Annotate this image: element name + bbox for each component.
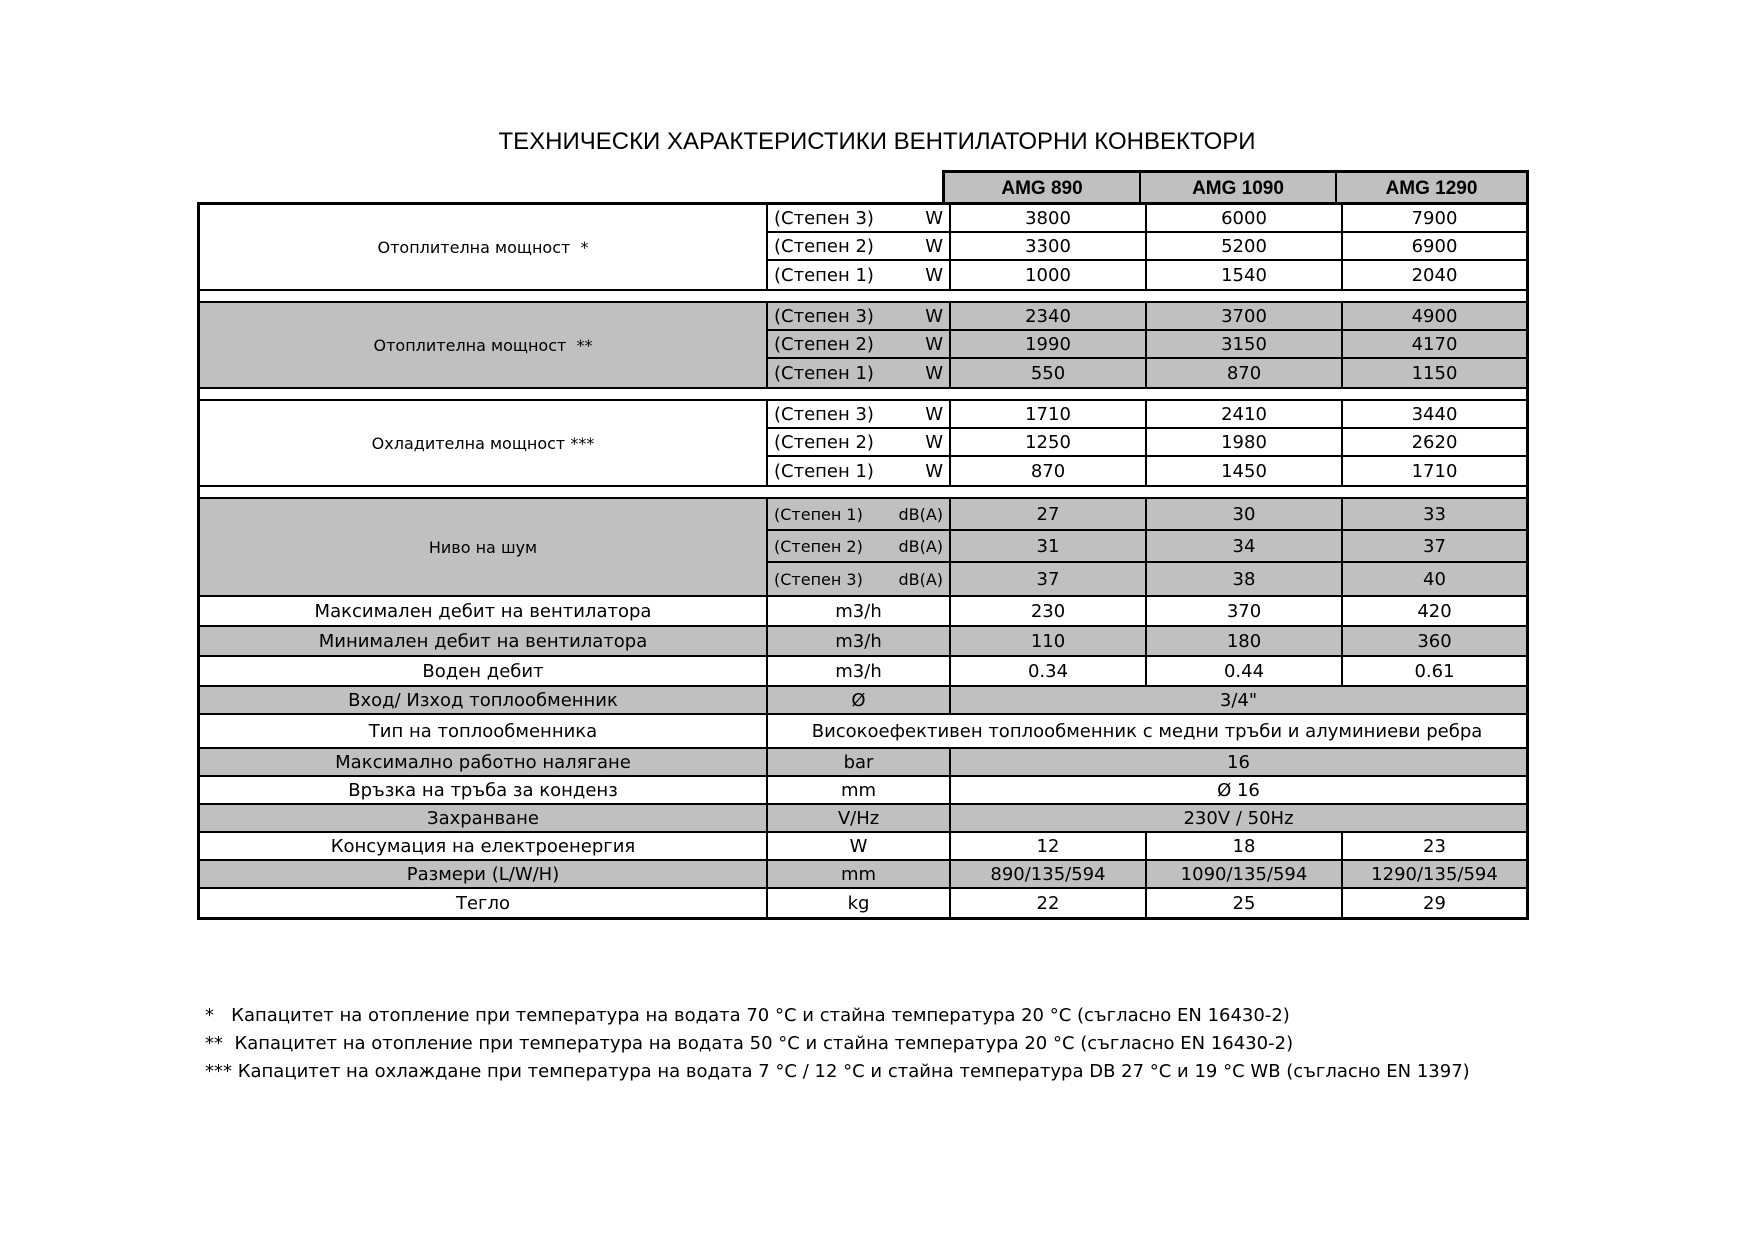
value-cell: 34 xyxy=(1147,531,1343,561)
table-row xyxy=(200,597,1526,627)
table-row xyxy=(200,657,1526,687)
table-row xyxy=(200,687,1526,715)
value-cell: 420 xyxy=(1417,600,1452,622)
stage-cell xyxy=(768,331,951,357)
unit-cell: m3/h xyxy=(768,627,951,655)
value-cell: 18 xyxy=(1147,833,1343,859)
spec-group xyxy=(200,499,1526,597)
value-cell: 3150 xyxy=(1147,331,1343,357)
spacer-row xyxy=(200,291,1526,303)
spec-group xyxy=(200,401,1526,487)
value-cell: 180 xyxy=(1147,627,1343,655)
value-cell: 40 xyxy=(1423,568,1446,590)
value-cell: 370 xyxy=(1147,597,1343,625)
table-row xyxy=(200,749,1526,777)
value-cell: 7900 xyxy=(1411,207,1458,229)
unit-label: W xyxy=(925,207,943,229)
value-cell: 37 xyxy=(1423,535,1446,557)
unit-label: dB(A) xyxy=(898,504,943,524)
row-label: Воден дебит xyxy=(200,657,768,685)
value-cell: 110 xyxy=(951,627,1147,655)
page-title: ТЕХНИЧЕСКИ ХАРАКТЕРИСТИКИ ВЕНТИЛАТОРНИ КОНВЕКТОРИ xyxy=(498,128,1256,155)
value-cell: 890/135/594 xyxy=(951,861,1147,887)
unit-label: W xyxy=(925,305,943,327)
stage-label: (Степен 1) xyxy=(774,264,874,286)
value-cell: 2340 xyxy=(951,303,1147,329)
value-cell: 3300 xyxy=(951,233,1147,259)
value-cell: 1290/135/594 xyxy=(1371,863,1498,885)
stage-label: (Степен 1) xyxy=(774,362,874,384)
model-header-amg-890: AMG 890 xyxy=(945,173,1141,204)
unit-cell: kg xyxy=(768,889,951,917)
stage-cell xyxy=(768,457,951,485)
stage-cell xyxy=(768,499,951,529)
value-cell: 1250 xyxy=(951,429,1147,455)
table-row xyxy=(200,861,1526,889)
unit-cell: V/Hz xyxy=(768,805,951,831)
value-cell: 870 xyxy=(951,457,1147,485)
stage-label: (Степен 3) xyxy=(774,403,874,425)
footnote: ** Капацитет на отопление при температура на водата 50 °С и стайна температура 20 °С (съгласно EN 16430-2) xyxy=(205,1033,1294,1054)
value-cell: 2410 xyxy=(1147,401,1343,427)
stage-label: (Степен 2) xyxy=(774,536,863,556)
footnote: * Капацитет на отопление при температура на водата 70 °С и стайна температура 20 °С (съгласно EN 16430-2) xyxy=(205,1005,1290,1026)
unit-label: W xyxy=(925,460,943,482)
table-row xyxy=(768,233,1526,261)
unit-cell: mm xyxy=(768,861,951,887)
unit-label: W xyxy=(925,333,943,355)
table-row xyxy=(768,401,1526,429)
merged-value-cell: 230V / 50Hz xyxy=(1183,807,1294,829)
value-cell: 1710 xyxy=(1411,460,1458,482)
value-cell: 0.34 xyxy=(951,657,1147,685)
spacer-row xyxy=(200,487,1526,499)
table-row xyxy=(768,531,1526,563)
value-cell: 4170 xyxy=(1411,333,1458,355)
row-label: Минимален дебит на вентилатора xyxy=(200,627,768,655)
unit-cell: m3/h xyxy=(768,597,951,625)
unit-label: W xyxy=(925,235,943,257)
value-cell: 550 xyxy=(951,359,1147,387)
unit-cell: W xyxy=(768,833,951,859)
unit-label: dB(A) xyxy=(898,569,943,589)
value-cell: 4900 xyxy=(1411,305,1458,327)
value-cell: 30 xyxy=(1147,499,1343,529)
value-cell: 12 xyxy=(951,833,1147,859)
stage-cell xyxy=(768,401,951,427)
row-label: Тип на топлообменника xyxy=(200,715,768,747)
unit-cell: mm xyxy=(768,777,951,803)
value-cell: 3440 xyxy=(1411,403,1458,425)
stage-label: (Степен 3) xyxy=(774,207,874,229)
stage-cell xyxy=(768,233,951,259)
stage-cell xyxy=(768,261,951,289)
table-row xyxy=(768,457,1526,485)
value-cell: 6000 xyxy=(1147,205,1343,231)
value-cell: 870 xyxy=(1147,359,1343,387)
table-row xyxy=(768,499,1526,531)
value-cell: 1710 xyxy=(951,401,1147,427)
stage-label: (Степен 2) xyxy=(774,431,874,453)
table-row xyxy=(768,429,1526,457)
value-cell: 38 xyxy=(1147,563,1343,595)
row-label: Връзка на тръба за конденз xyxy=(200,777,768,803)
stage-label: (Степен 2) xyxy=(774,235,874,257)
value-cell: 0.44 xyxy=(1147,657,1343,685)
stage-label: (Степен 1) xyxy=(774,504,863,524)
row-label: Максимално работно налягане xyxy=(200,749,768,775)
value-cell: 3700 xyxy=(1147,303,1343,329)
footnote: *** Капацитет на охлаждане при температура на водата 7 °С / 12 °С и стайна температура DB 27 °С и 19 °С WB (съгласно EN 1397) xyxy=(205,1061,1470,1082)
row-label: Максимален дебит на вентилатора xyxy=(200,597,768,625)
table-row xyxy=(768,359,1526,387)
value-cell: 3800 xyxy=(951,205,1147,231)
table-row xyxy=(200,805,1526,833)
unit-cell: m3/h xyxy=(768,657,951,685)
value-cell: 6900 xyxy=(1411,235,1458,257)
value-cell: 1000 xyxy=(951,261,1147,289)
table-row xyxy=(200,889,1526,917)
table-row xyxy=(768,261,1526,289)
stage-cell xyxy=(768,429,951,455)
value-cell: 2620 xyxy=(1411,431,1458,453)
model-header-amg-1290: AMG 1290 xyxy=(1385,177,1478,199)
model-header-amg-1090: AMG 1090 xyxy=(1141,173,1337,204)
value-cell: 1990 xyxy=(951,331,1147,357)
value-cell: 360 xyxy=(1417,630,1452,652)
spec-group xyxy=(200,205,1526,291)
spacer-row xyxy=(200,389,1526,401)
value-cell: 31 xyxy=(951,531,1147,561)
table-row xyxy=(768,303,1526,331)
group-label: Отоплителна мощност * xyxy=(200,205,768,289)
group-label: Отоплителна мощност ** xyxy=(200,303,768,387)
unit-cell: bar xyxy=(768,749,951,775)
table-row xyxy=(200,777,1526,805)
merged-value-cell: 16 xyxy=(1227,751,1250,773)
stage-cell xyxy=(768,563,951,595)
stage-label: (Степен 3) xyxy=(774,305,874,327)
stage-cell xyxy=(768,531,951,561)
unit-label: W xyxy=(925,403,943,425)
value-cell: 1090/135/594 xyxy=(1147,861,1343,887)
model-header xyxy=(942,170,1529,204)
value-cell: 22 xyxy=(951,889,1147,917)
row-label: Тегло xyxy=(200,889,768,917)
value-cell: 230 xyxy=(951,597,1147,625)
unit-label: W xyxy=(925,362,943,384)
merged-value-cell: Високоефективен топлообменник с медни тръби и алуминиеви ребра xyxy=(811,720,1483,742)
group-label: Охладителна мощност *** xyxy=(200,401,768,485)
value-cell: 27 xyxy=(951,499,1147,529)
unit-label: dB(A) xyxy=(898,536,943,556)
spec-group xyxy=(200,303,1526,389)
value-cell: 0.61 xyxy=(1414,660,1455,682)
value-cell: 1540 xyxy=(1147,261,1343,289)
merged-value-cell: Ø 16 xyxy=(1217,779,1260,801)
table-row xyxy=(768,331,1526,359)
stage-label: (Степен 1) xyxy=(774,460,874,482)
value-cell: 23 xyxy=(1423,835,1446,857)
unit-label: W xyxy=(925,431,943,453)
merged-value-cell: 3/4" xyxy=(1219,689,1258,711)
group-label: Ниво на шум xyxy=(200,499,768,595)
value-cell: 5200 xyxy=(1147,233,1343,259)
table-row xyxy=(200,715,1526,749)
row-label: Захранване xyxy=(200,805,768,831)
stage-cell xyxy=(768,205,951,231)
table-row xyxy=(768,205,1526,233)
value-cell: 25 xyxy=(1147,889,1343,917)
row-label: Размери (L/W/H) xyxy=(200,861,768,887)
row-label: Вход/ Изход топлообменник xyxy=(200,687,768,713)
value-cell: 1980 xyxy=(1147,429,1343,455)
unit-label: W xyxy=(925,264,943,286)
specs-table xyxy=(197,202,1529,920)
value-cell: 1150 xyxy=(1411,362,1458,384)
value-cell: 37 xyxy=(951,563,1147,595)
value-cell: 29 xyxy=(1423,892,1446,914)
table-row xyxy=(200,627,1526,657)
table-row xyxy=(768,563,1526,595)
value-cell: 1450 xyxy=(1147,457,1343,485)
stage-cell xyxy=(768,359,951,387)
stage-label: (Степен 2) xyxy=(774,333,874,355)
value-cell: 33 xyxy=(1423,503,1446,525)
unit-cell: Ø xyxy=(768,687,951,713)
stage-cell xyxy=(768,303,951,329)
value-cell: 2040 xyxy=(1411,264,1458,286)
table-row xyxy=(200,833,1526,861)
stage-label: (Степен 3) xyxy=(774,569,863,589)
row-label: Консумация на електроенергия xyxy=(200,833,768,859)
footnotes xyxy=(205,1002,1470,1086)
